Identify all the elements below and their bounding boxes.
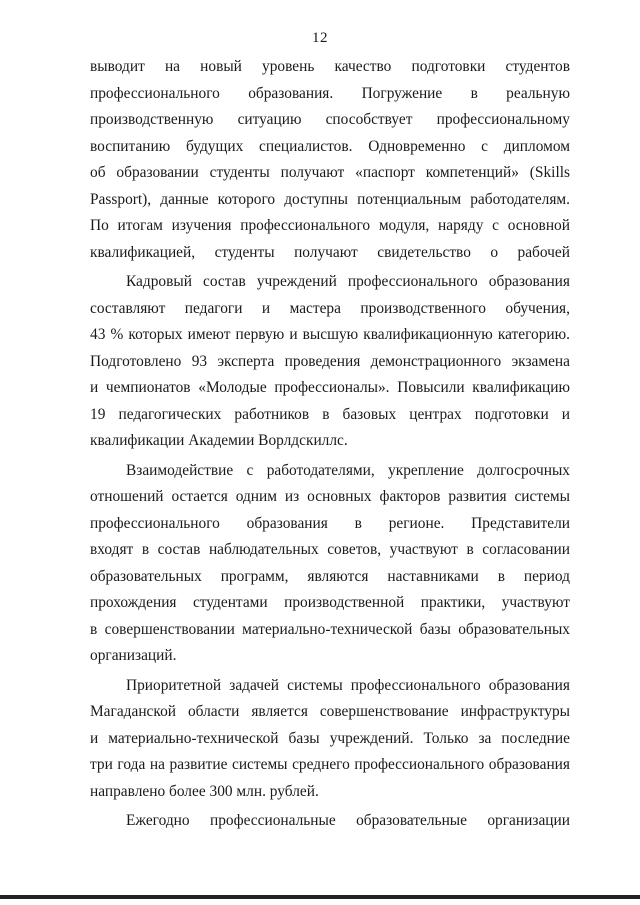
text-line: и материально-технической базы учреждений. Только за последние xyxy=(90,729,570,747)
text-line: Кадровый состав учреждений профессионального образования xyxy=(126,273,570,290)
text-line: в совершенствовании материально-технической базы образовательных xyxy=(90,620,570,638)
text-line: выводит на новый уровень качество подготовки студентов xyxy=(90,58,570,75)
text-line: квалификацией, студенты получают свидетельство о рабочей xyxy=(90,243,570,261)
text-line: По итогам изучения профессионального модуля, наряду с основной xyxy=(90,217,570,234)
bottom-scan-edge xyxy=(0,895,640,899)
text-line: образовательных программ, являются наставниками в период xyxy=(90,567,570,585)
text-line: прохождения студентами производственной практики, участвуют xyxy=(90,594,570,611)
text-line: Взаимодействие с работодателями, укрепление долгосрочных xyxy=(126,461,570,479)
page-number: 12 xyxy=(312,30,328,46)
paragraph-2 xyxy=(90,269,570,455)
text-line: и чемпионатов «Молодые профессионалы». Повысили квалификацию xyxy=(90,379,570,396)
text-line: Приоритетной задачей системы профессионального образования xyxy=(126,676,570,694)
text-line: профессионального образования. Погружение в реальную xyxy=(90,84,570,102)
text-line: три года на развитие системы среднего профессионального образования xyxy=(90,756,570,773)
text-line: отношений остается одним из основных факторов развития системы xyxy=(90,488,570,505)
text-line: направлено более 300 млн. рублей. xyxy=(90,782,319,800)
text-line: об образовании студенты получают «паспорт компетенций» (Skills xyxy=(90,164,570,181)
text-line: 19 педагогических работников в базовых центрах подготовки и xyxy=(90,405,570,423)
text-line: входят в состав наблюдательных советов, участвуют в согласовании xyxy=(90,541,570,558)
paragraph-3 xyxy=(90,458,570,670)
text-line: 43 % которых имеют первую и высшую квалификационную категорию. xyxy=(90,326,570,343)
document-body xyxy=(90,54,570,835)
text-line: производственную ситуацию способствует профессиональному xyxy=(90,111,570,128)
text-line: профессионального образования в регионе. Представители xyxy=(90,514,570,532)
text-line: составляют педагоги и мастера производственного обучения, xyxy=(90,299,570,317)
paragraph-4 xyxy=(90,673,570,806)
paragraph-5 xyxy=(90,808,570,835)
text-line: Ежегодно профессиональные образовательные организации xyxy=(126,812,570,829)
text-line: Магаданской области является совершенствование инфраструктуры xyxy=(90,703,570,720)
text-line: Passport), данные которого доступны потенциальным работодателям. xyxy=(90,190,570,208)
text-line: Подготовлено 93 эксперта проведения демонстрационного экзамена xyxy=(90,352,570,370)
text-line: воспитанию будущих специалистов. Одновременно с дипломом xyxy=(90,137,570,155)
paragraph-1 xyxy=(90,54,570,266)
text-line: организаций. xyxy=(90,647,177,664)
text-line: квалификации Академии Ворлдскиллс. xyxy=(90,432,348,449)
